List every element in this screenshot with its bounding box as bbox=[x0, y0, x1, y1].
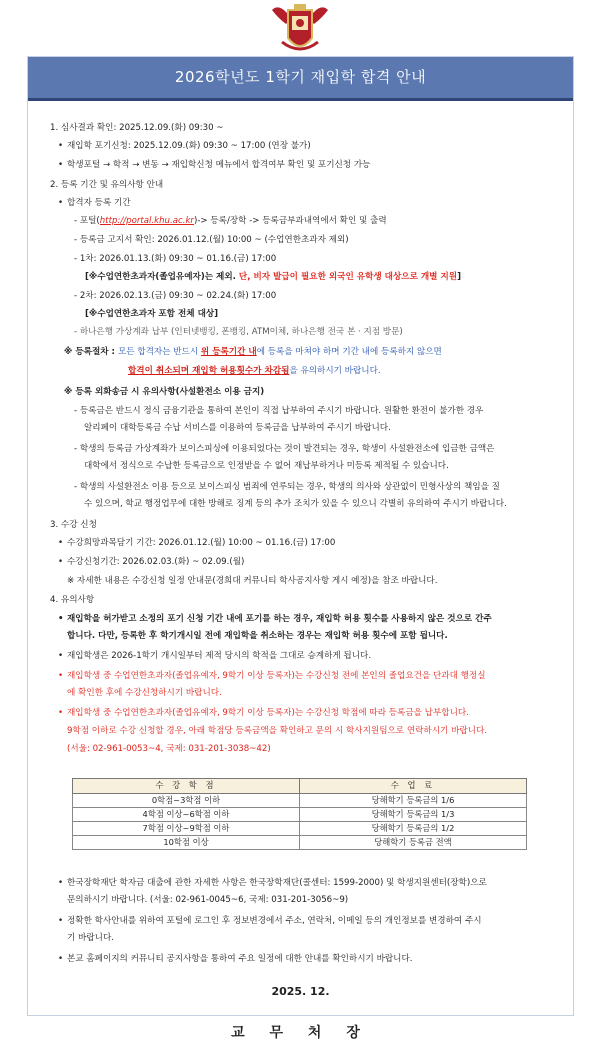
section-3-bullet-1: • 수강희망과목담기 기간: 2026.01.12.(월) 10:00 ~ 01.16.(금) 17:00 bbox=[67, 538, 335, 550]
tuition-by-credits-table bbox=[72, 778, 527, 850]
notice-title: 2026학년도 1학기 재입학 합격 안내 bbox=[28, 57, 573, 101]
section-4-bullet-3-line-1: • 재입학생 중 수업연한초과자(졸업유예자, 9학기 이상 등록자)는 수강신청 전에 본인의 졸업요건을 단과대 행정실 bbox=[67, 671, 486, 683]
section-4-bullet-6-line-2: 기 바랍니다. bbox=[67, 933, 114, 943]
section-4-bullet-4-line-3: (서울: 02-961-0053~4, 국제: 031-201-3038~42) bbox=[67, 744, 271, 754]
notice-frame bbox=[27, 56, 574, 1041]
section-1-bullet-1: • 재입학 포기신청: 2025.12.09.(화) 09:30 ~ 17:00 (연장 불가) bbox=[67, 141, 311, 153]
table-header-credits: 수 강 학 점 bbox=[73, 779, 300, 794]
section-4-bullet-3-line-2: 에 확인한 후에 수강신청하시기 바랍니다. bbox=[67, 688, 222, 698]
table-cell-fee: 당해학기 등록금 전액 bbox=[300, 836, 527, 850]
fx-heading: ※ 등록 외화송금 시 유의사항(사설환전소 이용 금지) bbox=[64, 387, 265, 397]
section-1-bullet-2: • 학생포털 → 학적 → 변동 → 재입학신청 메뉴에서 합격여부 확인 및 포기신청 가능 bbox=[67, 160, 370, 172]
fx-item-2-line-2: 대학에서 정식으로 수납한 등록금으로 인정받을 수 없어 재납부하거나 미등록 제적될 수 있습니다. bbox=[84, 461, 449, 471]
fx-item-2-line-1: - 학생의 등록금 가상계좌가 보이스피싱에 이용되었다는 것이 발견되는 경우, 학생이 사설환전소에 입금한 금액은 bbox=[74, 444, 495, 454]
notice-date: 2025. 12. bbox=[271, 985, 330, 998]
section-4-bullet-5-line-1: • 한국장학재단 학자금 대출에 관한 자세한 사항은 한국장학재단(콜센터: 1599-2000) 및 학생지원센터(장학)으로 bbox=[67, 878, 487, 890]
section-2-heading: 2. 등록 기간 및 유의사항 안내 bbox=[50, 180, 164, 190]
section-4-bullet-1-line-2: 합니다. 다만, 등록한 후 학기개시일 전에 재입학을 취소하는 경우는 재입학 허용 횟수에 포함 됩니다. bbox=[67, 631, 448, 641]
fx-item-3-line-1: - 학생의 사설환전소 이용 등으로 보이스피싱 범죄에 연루되는 경우, 학생의 의사와 상관없이 민형사상의 책임을 질 bbox=[74, 482, 500, 492]
payment-method-line: - 하나은행 가상계좌 납부 (인터넷뱅킹, 폰뱅킹, ATM이체, 하나은행 전국 본 · 지점 방문) bbox=[74, 327, 403, 337]
table-cell-fee: 당해학기 등록금의 1/3 bbox=[300, 808, 527, 822]
table-cell-credits: 10학점 이상 bbox=[73, 836, 300, 850]
procedure-text-a: 모든 합격자는 반드시 bbox=[117, 347, 201, 357]
section-4-bullet-4-line-2: 9학점 이하로 수강 신청할 경우, 아래 학점당 등록금액을 확인하고 문의 시 학사지원팀으로 연락하시기 바랍니다. bbox=[67, 726, 488, 736]
table-row bbox=[73, 836, 527, 850]
fx-item-1-line-1: - 등록금은 반드시 정식 금융기관을 통하여 본인이 직접 납부하여 주시기 바랍니다. 원활한 환전이 불가한 경우 bbox=[74, 406, 484, 416]
section-3-heading: 3. 수강 신청 bbox=[50, 520, 97, 530]
fx-item-3-line-2: 수 있으며, 학교 행정업무에 대한 방해로 징계 등의 추가 조치가 있을 수 있으니 각별히 유의하여 주시기 바랍니다. bbox=[84, 499, 507, 509]
second-period-note: [※수업연한초과자 포함 전체 대상] bbox=[85, 309, 219, 319]
section-4-bullet-4-line-1: • 재입학생 중 수업연한초과자(졸업유예자, 9학기 이상 등록자)는 수강신청 학점에 따라 등록금을 납부합니다. bbox=[67, 708, 469, 720]
first-period-line: - 1차: 2026.01.13.(화) 09:30 ~ 01.16.(금) 17:00 bbox=[74, 254, 277, 264]
fx-item-1-line-2: 알리페이 대학등록금 수납 서비스를 이용하여 등록금을 납부하여 주시기 바랍니다. bbox=[84, 423, 391, 433]
table-cell-credits: 0학점~3학점 이하 bbox=[73, 794, 300, 808]
section-4-bullet-7: • 본교 홈페이지의 커뮤니티 공지사항을 통하여 주요 일정에 대한 안내를 확인하시기 바랍니다. bbox=[67, 954, 413, 966]
first-period-note bbox=[85, 272, 461, 284]
table-cell-fee: 당해학기 등록금의 1/2 bbox=[300, 822, 527, 836]
portal-suffix: )-> 등록/장학 -> 등록금부과내역에서 확인 및 출력 bbox=[193, 216, 387, 226]
table-cell-credits: 7학점 이상~9학점 이하 bbox=[73, 822, 300, 836]
first-note-text: [※수업연한초과자(졸업유예자)는 제외. bbox=[85, 272, 239, 282]
section-4-bullet-5-line-2: 문의하시기 바랍니다. (서울: 02-961-0045~6, 국제: 031-201-3056~9) bbox=[67, 895, 349, 905]
section-2-subheading: • 합격자 등록 기간 bbox=[67, 198, 131, 210]
table-cell-fee: 당해학기 등록금의 1/6 bbox=[300, 794, 527, 808]
section-4-bullet-6-line-1: • 정확한 학사안내를 위하여 포털에 로그인 후 정보변경에서 주소, 연락처, 이메일 등의 개인정보를 변경하여 주시 bbox=[67, 916, 482, 928]
table-row bbox=[73, 808, 527, 822]
registration-procedure bbox=[64, 347, 442, 359]
section-3-note: ※ 자세한 내용은 수강신청 일정 안내문(경희대 커뮤니티 학사공지사항 게시 예정)을 참조 바랍니다. bbox=[67, 576, 438, 586]
section-1-heading: 1. 심사결과 확인: 2025.12.09.(화) 09:30 ~ bbox=[50, 123, 224, 133]
table-header-fee: 수 업 료 bbox=[300, 779, 527, 794]
procedure-text-c: 에 등록을 마쳐야 하며 기간 내에 등록하지 않으면 bbox=[256, 347, 442, 357]
section-4-heading: 4. 유의사항 bbox=[50, 595, 95, 605]
section-4-bullet-2: • 재입학생은 2026-1학기 개시일부터 제적 당시의 학적을 그대로 승계하게 됩니다. bbox=[67, 651, 371, 663]
tuition-bill-line: - 등록금 고지서 확인: 2026.01.12.(월) 10:00 ~ (수업연한초과자 제외) bbox=[74, 235, 349, 245]
section-2-portal-line bbox=[74, 216, 387, 228]
section-4-bullet-1-line-1: • 재입학을 허가받고 소정의 포기 신청 기간 내에 포기를 하는 경우, 재입학 허용 횟수를 사용하지 않은 것으로 간주 bbox=[67, 614, 492, 626]
table-row bbox=[73, 822, 527, 836]
procedure-highlight-cancel: 합격이 취소되며 재입학 허용횟수가 차감됨 bbox=[128, 366, 290, 376]
first-note-highlight: 단, 비자 발급이 필요한 외국인 유학생 대상으로 개별 지원 bbox=[238, 272, 458, 282]
procedure-highlight-period: 위 등록기간 내 bbox=[200, 347, 257, 357]
procedure-text-e: 을 유의하시기 바랍니다. bbox=[289, 366, 381, 376]
second-period-line: - 2차: 2026.02.13.(금) 09:30 ~ 02.24.(화) 17:00 bbox=[74, 291, 277, 301]
portal-link[interactable]: http://portal.khu.ac.kr bbox=[99, 216, 194, 226]
table-row bbox=[73, 794, 527, 808]
section-3-bullet-2: • 수강신청기간: 2026.02.03.(화) ~ 02.09.(월) bbox=[67, 557, 244, 569]
first-note-close: ] bbox=[457, 272, 461, 282]
table-header-row bbox=[73, 779, 527, 794]
registration-procedure-line-2 bbox=[128, 366, 381, 378]
table-cell-credits: 4학점 이상~6학점 이하 bbox=[73, 808, 300, 822]
university-emblem-icon bbox=[268, 2, 332, 58]
issuer-signature: 교 무 처 장 bbox=[231, 1025, 370, 1041]
procedure-label: ※ 등록절차 : bbox=[64, 347, 118, 357]
portal-prefix: - 포털( bbox=[74, 216, 100, 226]
